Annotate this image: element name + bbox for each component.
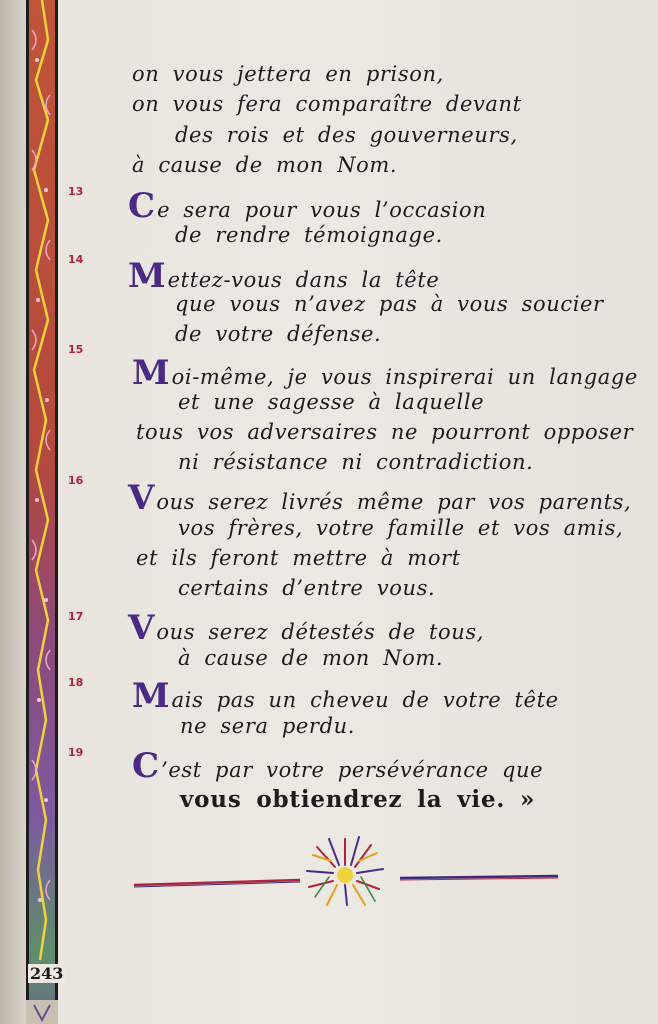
text-line-emphasis: vous obtiendrez la vie. » (180, 786, 536, 813)
text-line: Mettez-vous dans la tête (128, 256, 440, 296)
verse-number: 18 (68, 676, 84, 689)
text-line: ne sera perdu. (180, 714, 356, 738)
verse-number: 16 (68, 474, 84, 487)
text-line: des rois et des gouverneurs, (175, 123, 518, 147)
text-line: C’est par votre persévérance que (132, 746, 544, 786)
drop-initial: V (128, 608, 155, 648)
text-line: à cause de mon Nom. (178, 646, 444, 670)
text-line: que vous n’avez pas à vous soucier (175, 292, 604, 316)
drop-initial: M (132, 676, 170, 716)
text-line: Vous serez détestés de tous, (128, 608, 485, 648)
text-line: Moi-même, je vous inspirerai un langage (132, 353, 638, 393)
verse-number: 13 (68, 185, 84, 198)
text-line: ni résistance ni contradiction. (178, 450, 534, 474)
drop-initial: V (128, 478, 155, 518)
text-line: et une sagesse à laquelle (178, 390, 485, 414)
verse-number: 14 (68, 253, 84, 266)
text-line: à cause de mon Nom. (132, 153, 398, 177)
text-line: certains d’entre vous. (178, 576, 436, 600)
text-line: et ils feront mettre à mort (136, 546, 461, 570)
verse-number: 19 (68, 746, 84, 759)
page-number: 243 (30, 964, 64, 983)
text-line: Vous serez livrés même par vos parents, (128, 478, 632, 518)
sunburst-ornament (130, 830, 570, 920)
text-line: Mais pas un cheveu de votre tête (132, 676, 559, 716)
text-line: de votre défense. (175, 322, 382, 346)
text-line: Ce sera pour vous l’occasion (128, 186, 487, 226)
text-line: on vous fera comparaître devant (132, 92, 522, 116)
text-line: tous vos adversaires ne pourront opposer (136, 420, 634, 444)
text-line: vos frères, votre famille et vos amis, (178, 516, 624, 540)
drop-initial: C (132, 746, 160, 786)
drop-initial: M (132, 353, 170, 393)
drop-initial: M (128, 256, 166, 296)
verse-number: 15 (68, 343, 84, 356)
text-line: on vous jettera en prison, (132, 62, 444, 86)
text-line: de rendre témoignage. (175, 223, 443, 247)
verse-number: 17 (68, 610, 84, 623)
drop-initial: C (128, 186, 156, 226)
